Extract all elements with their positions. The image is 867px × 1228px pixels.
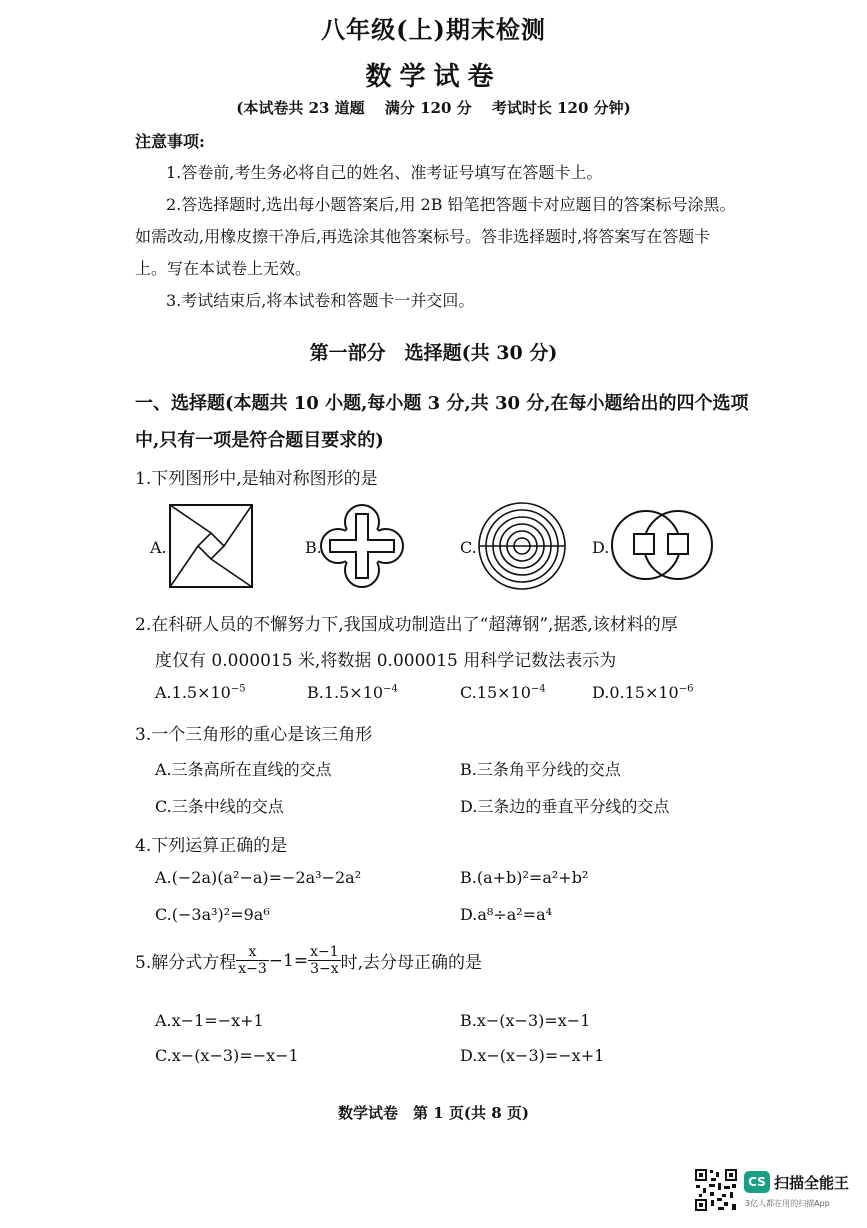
q3-option-b: B.三条角平分线的交点 <box>460 760 621 779</box>
notice-item-2-line-1: 2.答选择题时,选出每小题答案后,用 2B 铅笔把答题卡对应题目的答案标号涂黑。 <box>166 195 736 214</box>
q1-option-a-label: A. <box>150 538 167 557</box>
q2-option-a: $A.1.5\times 10^{-5}$ <box>155 683 246 702</box>
section-1-line-2: 中,只有一项是符合题目要求的) <box>135 430 384 451</box>
camscanner-tagline: 3亿人都在用的扫描App <box>745 1199 830 1208</box>
q3-option-c: C.三条中线的交点 <box>155 797 284 816</box>
qr-code-icon <box>694 1168 738 1212</box>
q2-option-c: $C.15\times 10^{-4}$ <box>460 683 546 702</box>
q1-option-a-pinwheel-square <box>168 503 254 589</box>
q5-stem-suffix: 时,去分母正确的是 <box>340 953 483 973</box>
q3-option-d: D.三条边的垂直平分线的交点 <box>460 797 670 816</box>
q3-option-a: A.三条高所在直线的交点 <box>155 760 332 779</box>
q1-option-c-spiral <box>476 500 568 592</box>
q5-stem-prefix: 5.解分式方程 <box>135 953 237 973</box>
notice-item-1: 1.答卷前,考生务必将自己的姓名、准考证号填写在答题卡上。 <box>166 163 603 182</box>
section-1-line-1: 一、选择题(本题共 10 小题,每小题 3 分,共 30 分,在每小题给出的四个选项 <box>135 393 749 414</box>
q5-fraction-right: $\frac{x-1}{3-x}$ <box>310 944 339 977</box>
q5-stem-mid: −1= <box>268 950 309 971</box>
question-1-stem: 1.下列图形中,是轴对称图形的是 <box>135 469 378 489</box>
q1-option-b-label: B. <box>305 538 322 557</box>
q1-option-d-label: D. <box>592 538 610 557</box>
q1-option-c-label: C. <box>460 538 477 557</box>
question-4-stem: 4.下列运算正确的是 <box>135 836 288 856</box>
q2-option-d: $D.0.15\times 10^{-6}$ <box>592 683 694 702</box>
q4-option-c: C.(−3a³)²=9a⁶ <box>155 905 270 924</box>
question-3-stem: 3.一个三角形的重心是该三角形 <box>135 725 373 745</box>
q5-option-b: B.x−(x−3)=x−1 <box>460 1011 591 1030</box>
q1-option-d-linked-coins <box>610 506 714 584</box>
q4-option-b: B.(a+b)²=a²+b² <box>460 868 589 887</box>
q5-option-c: C.x−(x−3)=−x−1 <box>155 1046 299 1065</box>
notice-item-2-line-2: 如需改动,用橡皮擦干净后,再选涂其他答案标号。答非选择题时,将答案写在答题卡 <box>135 227 711 246</box>
camscanner-brand-name: 扫描全能王 <box>774 1174 850 1192</box>
question-2-stem-line-1: 2.在科研人员的不懈努力下,我国成功制造出了“超薄钢”,据悉,该材料的厚 <box>135 615 678 635</box>
part-1-heading: 第一部分 选择题(共 30 分) <box>309 342 558 364</box>
exam-title-subject: 数学试卷 <box>365 62 502 92</box>
camscanner-logo: CS <box>744 1171 770 1193</box>
exam-title-grade: 八年级(上)期末检测 <box>321 15 546 44</box>
notice-item-2-line-3: 上。写在本试卷上无效。 <box>135 259 312 278</box>
question-2-stem-line-2: 度仅有 0.000015 米,将数据 0.000015 用科学记数法表示为 <box>155 651 617 671</box>
notice-item-3: 3.考试结束后,将本试卷和答题卡一并交回。 <box>166 291 475 310</box>
q4-option-a: A.(−2a)(a²−a)=−2a³−2a² <box>155 868 362 887</box>
q5-fraction-left: $\frac{x}{x-3}$ <box>238 944 267 977</box>
q5-option-a: A.x−1=−x+1 <box>155 1011 264 1030</box>
q2-option-b: $B.1.5\times 10^{-4}$ <box>307 683 398 702</box>
question-5-stem <box>135 944 482 977</box>
q5-option-d: D.x−(x−3)=−x+1 <box>460 1046 605 1065</box>
page-footer: 数学试卷 第 1 页(共 8 页) <box>338 1104 529 1122</box>
exam-subtitle: (本试卷共 23 道题 满分 120 分 考试时长 120 分钟) <box>236 99 631 117</box>
notice-heading: 注意事项: <box>135 132 205 151</box>
q1-option-b-clover-cross <box>318 502 406 590</box>
q4-option-d: D.a⁸÷a²=a⁴ <box>460 905 553 924</box>
